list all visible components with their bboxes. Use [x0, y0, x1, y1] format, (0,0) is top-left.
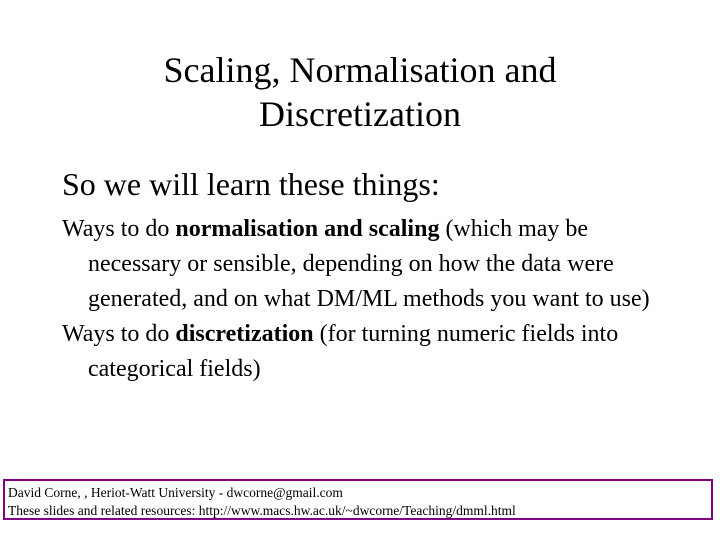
slide-title-line-2: Discretization [259, 94, 461, 134]
bullet-normalisation-pre: Ways to do [62, 216, 176, 242]
bullet-list [62, 212, 682, 387]
bullet-normalisation [62, 212, 682, 317]
footer-resources-line: These slides and related resources: http://www.macs.hw.ac.uk/~dwcorne/Teaching/dmml.html [8, 503, 516, 518]
slide-subtitle: So we will learn these things: [62, 166, 440, 202]
bullet-discretization [62, 317, 682, 387]
bullet-discretization-pre: Ways to do [62, 321, 176, 347]
slide-title-line-1: Scaling, Normalisation and [163, 50, 557, 90]
bullet-normalisation-post: (which may be necessary or sensible, depending on how the data were generated, and on what DM/ML methods you want to use) [88, 216, 650, 312]
footer-author-line: David Corne, , Heriot-Watt University - dwcorne@gmail.com [8, 485, 343, 500]
slide-title [0, 48, 720, 136]
footer-box [3, 479, 713, 520]
bullet-discretization-bold: discretization [175, 321, 314, 347]
bullet-normalisation-bold: normalisation and scaling [175, 216, 440, 242]
bullet-discretization-post: (for turning numeric fields into categorical fields) [88, 321, 619, 382]
